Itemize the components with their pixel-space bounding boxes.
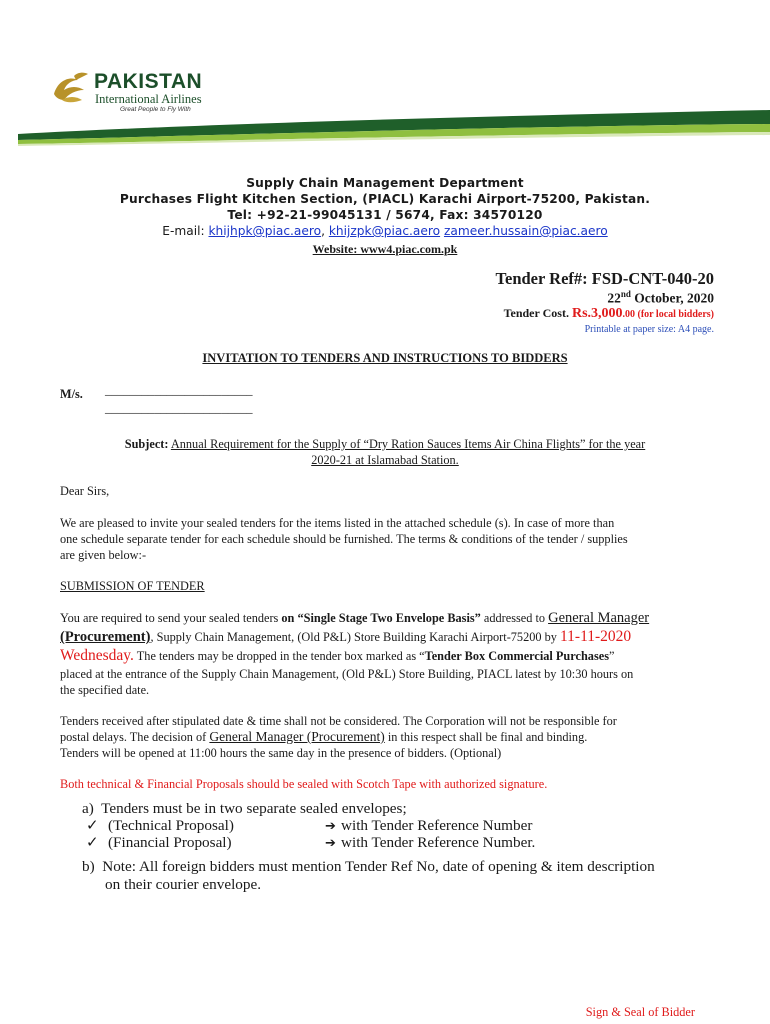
list-technical-ref bbox=[325, 817, 532, 835]
technical-proposal-label: (Technical Proposal) bbox=[108, 817, 234, 834]
intro-line-1: We are pleased to invite your sealed tenders for the items listed in the attached schedule (s). In case of more than bbox=[60, 516, 615, 530]
salutation: Dear Sirs, bbox=[60, 484, 110, 498]
email-link-3[interactable]: zameer.hussain@piac.aero bbox=[443, 224, 608, 238]
list-text-a: Tenders must be in two separate sealed envelopes; bbox=[101, 800, 407, 817]
logo-subtitle: International Airlines bbox=[95, 92, 202, 106]
tender-cost-suffix: .00 (for local bidders) bbox=[622, 309, 714, 320]
checkmark-icon: ✓ bbox=[86, 834, 99, 851]
submission-box-text: The tenders may be dropped in the tender box marked as “ bbox=[133, 649, 425, 663]
submission-line-1 bbox=[60, 610, 649, 627]
ms-line-2: ________________________ bbox=[105, 401, 253, 415]
late-general-manager: General Manager (Procurement) bbox=[209, 729, 385, 744]
checkmark-icon: ✓ bbox=[86, 817, 99, 834]
submission-heading: SUBMISSION OF TENDER bbox=[60, 579, 205, 593]
email-line bbox=[0, 224, 770, 238]
late-line-3: Tenders will be opened at 11:00 hours the same day in the presence of bidders. (Optional) bbox=[60, 746, 502, 760]
financial-ref-text: with Tender Reference Number. bbox=[341, 834, 536, 851]
sign-seal-label: Sign & Seal of Bidder bbox=[585, 1005, 695, 1019]
logo-tagline: Great People to Fly With bbox=[120, 106, 191, 113]
tender-cost-amount: Rs.3,000 bbox=[571, 306, 623, 321]
intro-line-3: are given below:- bbox=[60, 548, 147, 562]
list-financial bbox=[86, 834, 232, 851]
submission-line-2 bbox=[60, 629, 631, 646]
submission-text-a: You are required to send your sealed tenders bbox=[60, 611, 282, 625]
proposals-note-a: Both technical & Financial Proposals should be bbox=[60, 777, 298, 791]
tender-date bbox=[607, 289, 714, 307]
subject-label: Subject: bbox=[124, 437, 169, 451]
submission-deadline-date: 11-11-2020 bbox=[559, 628, 632, 645]
submission-procurement: (Procurement) bbox=[60, 629, 151, 645]
list-text-b-1: Note: All foreign bidders must mention Tender Ref No, date of opening & item description bbox=[102, 858, 655, 875]
technical-ref-text: with Tender Reference Number bbox=[341, 817, 533, 834]
submission-address: , Supply Chain Management, (Old P&L) Store Building Karachi Airport-75200 by bbox=[150, 630, 560, 644]
proposals-note bbox=[60, 776, 547, 793]
email-link-2[interactable]: khijzpk@piac.aero bbox=[328, 224, 441, 238]
email-link-1[interactable]: khijhpk@piac.aero bbox=[208, 224, 322, 238]
arrow-right-icon: ➔ bbox=[325, 819, 336, 834]
late-text-b: in this respect shall be final and binding. bbox=[384, 730, 588, 744]
printable-note: Printable at paper size: A4 page. bbox=[584, 324, 714, 335]
list-item-b-2: on their courier envelope. bbox=[105, 876, 262, 893]
arrow-right-icon: ➔ bbox=[325, 836, 336, 851]
submission-general-manager: General Manager bbox=[548, 610, 650, 626]
logo-brand-text: PAKISTAN bbox=[94, 70, 203, 93]
list-marker-a: a) bbox=[82, 800, 94, 817]
submission-basis: on “Single Stage Two Envelope Basis” bbox=[281, 611, 481, 625]
subject-text: Annual Requirement for the Supply of “Dry Ration Sauces Items Air China Flights” for the year bbox=[170, 437, 646, 451]
email-separator: , bbox=[321, 224, 329, 238]
document-title: INVITATION TO TENDERS AND INSTRUCTIONS TO BIDDERS bbox=[202, 351, 568, 365]
list-technical bbox=[86, 817, 234, 834]
late-line-2 bbox=[60, 729, 587, 746]
list-item-a bbox=[82, 800, 407, 817]
tender-cost-label: Tender Cost. bbox=[503, 306, 572, 320]
submission-text-c: addressed to bbox=[480, 611, 549, 625]
tender-cost bbox=[504, 306, 714, 322]
tender-date-day: 22 bbox=[607, 290, 621, 306]
list-marker-b: b) bbox=[82, 858, 95, 875]
submission-line-3 bbox=[60, 648, 614, 665]
department-address: Purchases Flight Kitchen Section, (PIACL) Karachi Airport-75200, Pakistan. bbox=[119, 192, 651, 206]
tender-reference: Tender Ref#: FSD-CNT-040-20 bbox=[495, 269, 714, 288]
submission-tender-box: Tender Box Commercial Purchases bbox=[424, 649, 609, 663]
department-phone: Tel: +92-21-99045131 / 5674, Fax: 34570120 bbox=[227, 208, 543, 222]
submission-line-4: placed at the entrance of the Supply Chain Management, (Old P&L) Store Building, PIACL latest by 10:30 hours on bbox=[60, 667, 634, 681]
ms-line-1: ________________________ bbox=[105, 383, 253, 397]
submission-line-5: the specified date. bbox=[60, 683, 150, 697]
list-financial-ref bbox=[325, 834, 535, 852]
tender-date-suffix: nd bbox=[620, 289, 631, 299]
list-item-b bbox=[82, 858, 655, 875]
website-link[interactable]: Website: www4.piac.com.pk bbox=[312, 242, 458, 256]
proposals-note-b: sealed with Scotch Tape with authorized signature. bbox=[297, 777, 548, 791]
tender-date-rest: October, 2020 bbox=[630, 290, 714, 306]
department-name: Supply Chain Management Department bbox=[246, 176, 524, 190]
subject-line-2: 2020-21 at Islamabad Station. bbox=[311, 453, 459, 467]
header-swoosh bbox=[0, 104, 770, 154]
financial-proposal-label: (Financial Proposal) bbox=[108, 834, 232, 851]
subject-line-1 bbox=[0, 436, 770, 453]
late-line-1: Tenders received after stipulated date & time shall not be considered. The Corporation will not be responsible for bbox=[60, 714, 617, 728]
ms-label: M/s. bbox=[60, 387, 83, 401]
email-prefix: E-mail: bbox=[162, 224, 209, 238]
late-text-a: postal delays. The decision of bbox=[60, 730, 210, 744]
submission-deadline-day: Wednesday. bbox=[60, 647, 134, 664]
intro-line-2: one schedule separate tender for each schedule should be furnished. The terms & conditions of the tender / supplies bbox=[60, 532, 628, 546]
submission-quote-close: ” bbox=[608, 649, 615, 663]
